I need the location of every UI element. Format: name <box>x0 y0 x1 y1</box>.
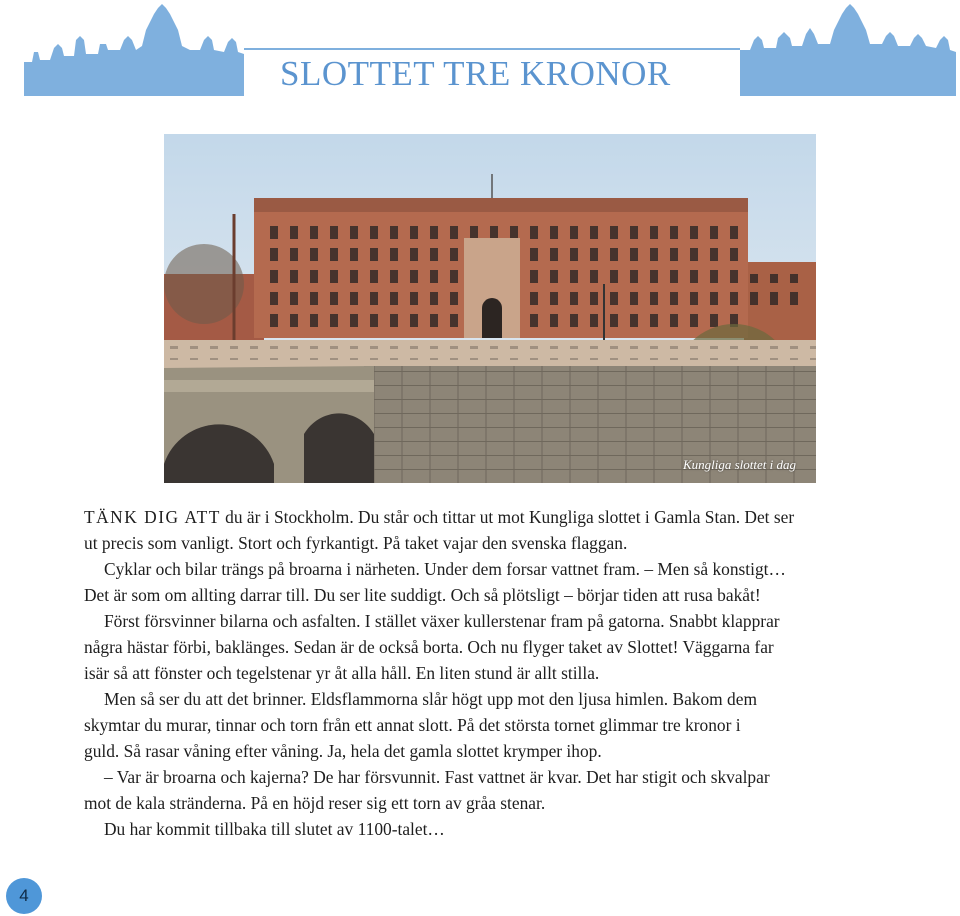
text-line: Du har kommit tillbaka till slutet av 1100-talet… <box>104 819 445 839</box>
text-line: skymtar du murar, tinnar och torn från ett annat slott. På det största tornet glimmar tre kronor i <box>84 715 741 735</box>
photo-caption: Kungliga slottet i dag <box>682 457 796 472</box>
text-line: Men så ser du att det brinner. Eldsflammorna slår högt upp mot den ljusa himlen. Bakom dem <box>104 689 757 709</box>
story-text <box>84 504 914 842</box>
text-line: några hästar förbi, baklänges. Sedan är de också borta. Och nu flyger taket av Slottet! Väggarna far <box>84 637 774 657</box>
text-line: ut precis som vanligt. Stort och fyrkantigt. På taket vajar den svenska flaggan. <box>84 533 628 553</box>
lead-in-small-caps: TÄNK DIG ATT <box>84 507 221 527</box>
text-line: guld. Så rasar våning efter våning. Ja, hela det gamla slottet krymper ihop. <box>84 741 602 761</box>
page-number-badge: 4 <box>6 878 42 914</box>
title-bar <box>244 48 740 96</box>
text-line: Det är som om allting darrar till. Du ser lite suddigt. Och så plötsligt – börjar tiden att rusa bakåt! <box>84 585 761 605</box>
text-line <box>84 504 914 530</box>
city-skyline-left <box>24 0 244 96</box>
page-title: SLOTTET TRE KRONOR <box>280 54 671 93</box>
palace-illustration <box>164 134 816 483</box>
text-line: isär så att fönster och tegelstenar yr åt alla håll. En liten stund är allt stilla. <box>84 663 600 683</box>
city-skyline-right <box>740 0 956 96</box>
text-line: Cyklar och bilar trängs på broarna i närheten. Under dem forsar vattnet fram. – Men så konstigt… <box>104 559 786 579</box>
text-line: – Var är broarna och kajerna? De har försvunnit. Fast vattnet är kvar. Det har stigit och skvalpar <box>104 767 770 787</box>
palace-photo <box>164 134 816 483</box>
text-line: mot de kala stränderna. På en höjd reser sig ett torn av gråa stenar. <box>84 793 546 813</box>
text-line: Först försvinner bilarna och asfalten. I stället växer kullerstenar fram på gatorna. Snabbt klapprar <box>104 611 780 631</box>
text-line-rest: du är i Stockholm. Du står och tittar ut mot Kungliga slottet i Gamla Stan. Det ser <box>220 507 795 527</box>
